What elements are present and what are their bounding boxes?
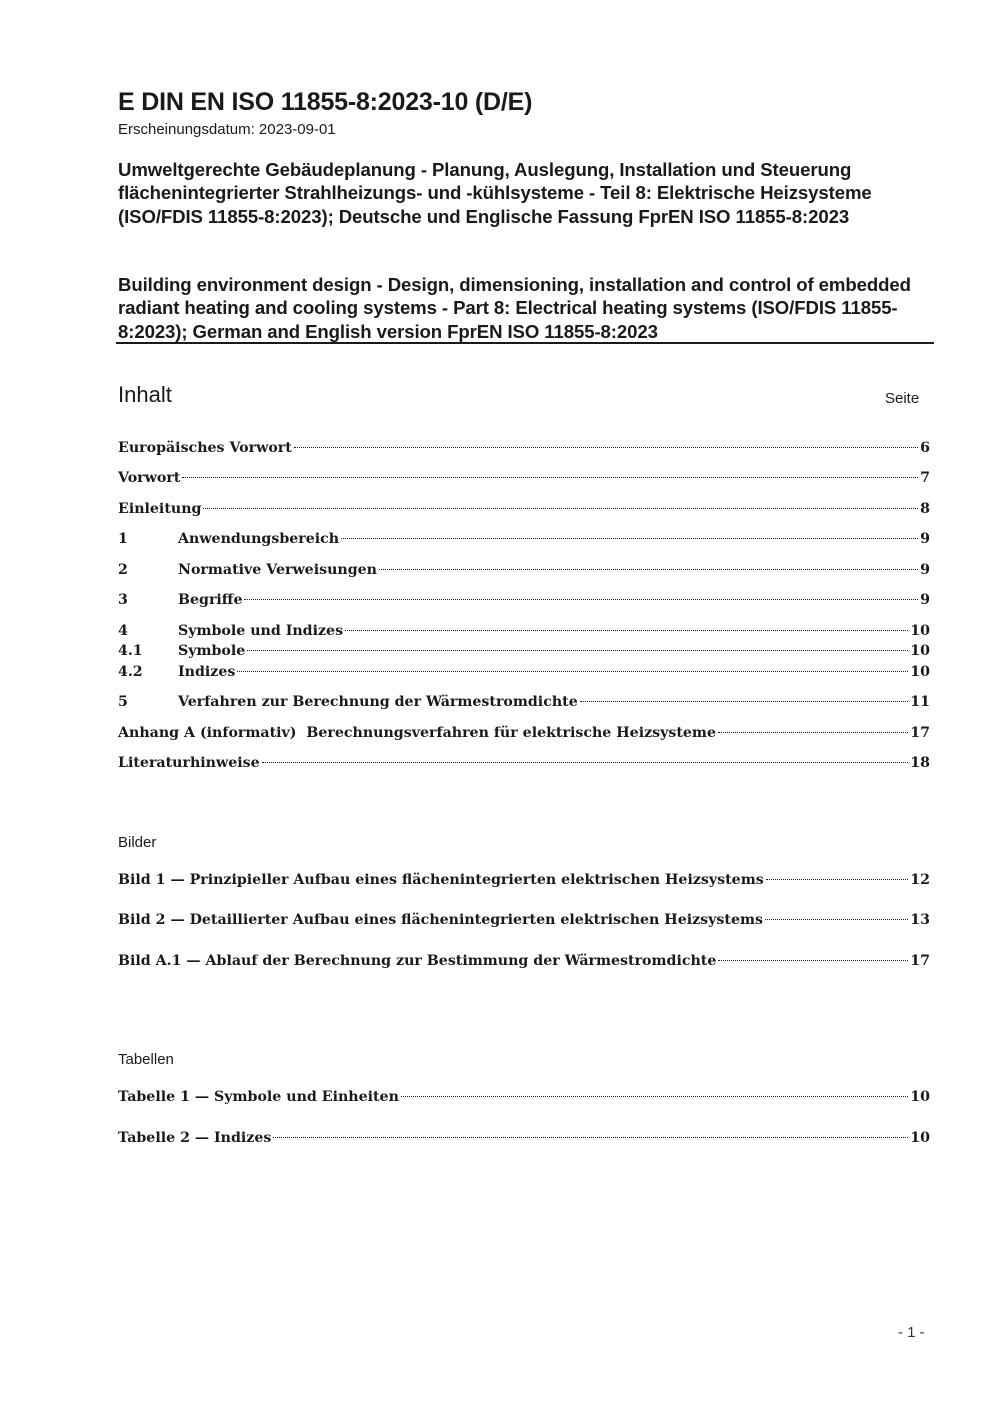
dot-leader [247, 650, 908, 651]
toc-entry-label: Literaturhinweise [118, 755, 260, 771]
toc-entry-number: 4 [118, 623, 128, 639]
toc-entry-label: Anwendungsbereich [178, 531, 340, 547]
toc-entry-label: Vorwort [118, 470, 181, 486]
dot-leader [401, 1096, 908, 1097]
toc-entry-label: Einleitung [118, 501, 202, 517]
toc-entry[interactable] [118, 440, 930, 460]
toc-entry[interactable] [118, 531, 930, 551]
table-entry[interactable] [118, 1130, 930, 1150]
toc-entry-label: Symbole und Indizes [178, 623, 344, 639]
dot-leader [294, 447, 918, 448]
dot-leader [718, 732, 908, 733]
toc-entry-page: 10 [910, 623, 930, 639]
toc-entry-page: 9 [920, 562, 930, 578]
toc-entry-label: Verfahren zur Berechnung der Wärmestromdichte [178, 694, 578, 710]
toc-entry-page: 10 [910, 664, 930, 680]
toc-entry-page: 10 [910, 643, 930, 659]
dot-leader [244, 599, 918, 600]
toc-entry[interactable] [118, 501, 930, 521]
figure-entry-page: 17 [910, 953, 930, 969]
toc-entry-page: 9 [920, 592, 930, 608]
page-number: - 1 - [898, 1324, 925, 1341]
toc-entry-number: 4.2 [118, 664, 143, 680]
dot-leader [237, 671, 908, 672]
title-german: Umweltgerechte Gebäudeplanung - Planung, Auslegung, Installation und Steuerung flächenintegrierter Strahlheizungs- und -kühlsysteme - Teil 8: Elektrische Heizsysteme (ISO/FDIS 11855-8:2023); Deutsche und Englische Fassung FprEN ISO 11855-8:2023 [118, 159, 872, 227]
toc-entry-page: 11 [910, 694, 930, 710]
toc-entry-label: Europäisches Vorwort [118, 440, 292, 456]
dot-leader [766, 879, 909, 880]
toc-entry-page: 9 [920, 531, 930, 547]
toc-entry-label: Indizes [178, 664, 236, 680]
toc-entry-number: 5 [118, 694, 128, 710]
toc-entry-number: 2 [118, 562, 128, 578]
dot-leader [182, 477, 918, 478]
figure-entry[interactable] [118, 912, 930, 932]
toc-entry[interactable] [118, 755, 930, 775]
toc-entry-number: 1 [118, 531, 128, 547]
figure-entry[interactable] [118, 953, 930, 973]
dot-leader [765, 919, 908, 920]
toc-entry[interactable] [118, 694, 930, 714]
toc-entry-page: 8 [920, 501, 930, 517]
table-entry-page: 10 [910, 1089, 930, 1105]
toc-entry[interactable] [118, 562, 930, 582]
publication-date: Erscheinungsdatum: 2023-09-01 [118, 121, 336, 138]
toc-entry[interactable] [118, 725, 930, 745]
title-english: Building environment design - Design, dimensioning, installation and control of embedded radiant heating and cooling systems - Part 8: Electrical heating systems (ISO/FDIS 11855-8:2023); German and English version FprEN ISO 11855-8:2023 [118, 274, 911, 342]
table-entry-label: Tabelle 2 — Indizes [118, 1130, 272, 1146]
document-id: E DIN EN ISO 11855-8:2023-10 (D/E) [118, 88, 533, 116]
table-entry-page: 10 [910, 1130, 930, 1146]
toc-entry-page: 17 [910, 725, 930, 741]
toc-entry[interactable] [118, 623, 930, 643]
toc-entry-label: Symbole [178, 643, 246, 659]
dot-leader [262, 762, 909, 763]
figure-entry-page: 13 [910, 912, 930, 928]
toc-entry-number: 4.1 [118, 643, 143, 659]
toc-entry[interactable] [118, 470, 930, 490]
toc-entry-number: 3 [118, 592, 128, 608]
table-entry-label: Tabelle 1 — Symbole und Einheiten [118, 1089, 399, 1105]
dot-leader [718, 960, 908, 961]
dot-leader [273, 1137, 908, 1138]
toc-entry-page: 7 [920, 470, 930, 486]
toc-entry-page: 6 [920, 440, 930, 456]
toc-heading: Inhalt [118, 382, 172, 407]
figure-entry-label: Bild A.1 — Ablauf der Berechnung zur Bestimmung der Wärmestromdichte [118, 953, 717, 969]
figures-caption: Bilder [118, 834, 157, 851]
toc-entry-label: Anhang A (informativ) Berechnungsverfahren für elektrische Heizsysteme [118, 725, 716, 741]
figure-entry-label: Bild 2 — Detaillierter Aufbau eines flächenintegrierten elektrischen Heizsystems [118, 912, 763, 928]
figure-entry[interactable] [118, 872, 930, 892]
toc-entry-label: Begriffe [178, 592, 243, 608]
tables-caption: Tabellen [118, 1051, 174, 1068]
dot-leader [345, 630, 908, 631]
title-divider [116, 342, 934, 344]
dot-leader [203, 508, 918, 509]
dot-leader [580, 701, 909, 702]
toc-entry[interactable] [118, 592, 930, 612]
table-entry[interactable] [118, 1089, 930, 1109]
dot-leader [341, 538, 918, 539]
toc-entry[interactable] [118, 664, 930, 684]
dot-leader [379, 569, 918, 570]
toc-entry[interactable] [118, 643, 930, 663]
page-column-label: Seite [885, 390, 920, 407]
toc-entry-page: 18 [910, 755, 930, 771]
toc-entry-label: Normative Verweisungen [178, 562, 377, 578]
figure-entry-label: Bild 1 — Prinzipieller Aufbau eines flächenintegrierten elektrischen Heizsystems [118, 872, 764, 888]
figure-entry-page: 12 [910, 872, 930, 888]
